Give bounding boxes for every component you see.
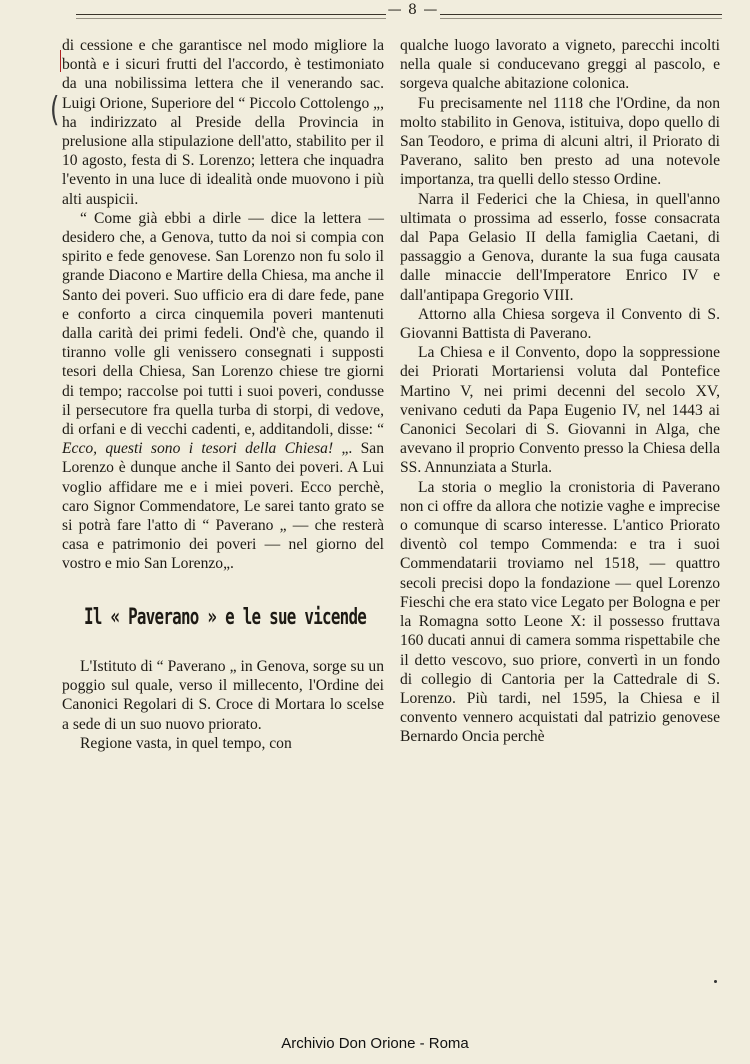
right-paragraph-2: Fu precisamente nel 1118 che l'Ordine, da non molto stabilito in Genova, istituiva, dopo quello di San Teodoro, e prima di alcuni altri, il Priorato di Paverano, salito ben presto ad una notevole importanza, tra quelli dello stesso Ordine.: [400, 94, 720, 189]
header-rule-left-thin: [76, 18, 386, 19]
right-paragraph-6: La storia o meglio la cronistoria di Paverano non ci offre da allora che notizie vaghe e imprecise o comunque di scarso interesse. L'antico Priorato diventò col tempo Commenda: e tra i suoi Commendatarii troviamo nel 1518, — quattro secoli precisi dopo la fondazione — quel Lorenzo Fieschi che era stato vice Legato per Bologna e per la Romagna sotto Leone X: il possesso fruttava 160 ducati annui di camera somma rispettabile che il detto vescovo, suo priore, convertì in un fondo di collegio di Cantoria per la Cattedrale di S. Lorenzo. Più tardi, nel 1595, la Chiesa e il convento vennero acquistati dal patrizio genovese Bernardo Oncia perchè: [400, 478, 720, 746]
archive-footer: Archivio Don Orione - Roma: [281, 1035, 469, 1052]
left-paragraph-4: Regione vasta, in quel tempo, con: [80, 734, 292, 752]
margin-bracket: (: [50, 90, 60, 130]
right-paragraph-4: Attorno alla Chiesa sorgeva il Convento di S. Giovanni Battista di Paverano.: [400, 305, 720, 343]
left-paragraph-1: di cessione e che garantisce nel modo migliore la bontà e i sicuri frutti del l'accordo, è testimoniato da una nobilissima lettera che il venerando sac. Luigi Orione, Superiore del “ Piccolo Cottolengo „, ha indirizzato al Preside della Provincia in prelusione alla stipulazione dell'atto, stabilito per il 10 agosto, festa di S. Lorenzo; lettera che inquadra l'evento in una luce di idealità onde muovono i più alti auspicii.: [62, 37, 384, 208]
section-title: Il « Paverano » e le sue vicende: [84, 604, 367, 630]
header-rule-right: [440, 14, 722, 15]
quote-text-start: “ Come già ebbi a dirle — dice la lettera — desidero che, a Genova, tutto da noi si compia con spirito e fede genovese. San Lorenzo non fu solo il grande Diacono e Martire della Chiesa, ma anche il Santo dei poveri. Suo ufficio era di dare fede, pane e conforto a circa cinquemila poveri mantenuti dalla carità dei primi fedeli. Ond'è che, quando il tiranno volle gli venissero consegnati i supposti tesori della Chiesa, San Lorenzo chiese tre giorni di tempo; raccolse poi tutti i suoi poveri, condusse il persecutore fra quella turba di storpi, di vedove, di orfani e di vecchi cadenti, e, additandoli, disse: “: [62, 209, 384, 439]
ink-dot: [714, 980, 717, 983]
right-paragraph-1: qualche luogo lavorato a vigneto, parecchi incolti nella quale si conducevano greggi al pascolo, e sorgeva qualche abitazione colonica.: [400, 37, 720, 93]
left-column: [62, 36, 384, 753]
right-paragraph-5: La Chiesa e il Convento, dopo la soppressione dei Priorati Mortariensi voluta dal Pontefice Martino V, nei primi decenni del secolo XV, venivano ceduti da Papa Eugenio IV, nel 1443 ai Canonici Secolari di S. Giovanni in Alga, che avevano il proprio Convento presso la Chiesa della SS. Annunziata a Sturla.: [400, 344, 720, 477]
quote-text-end: „. San Lorenzo è dunque anche il Santo dei poveri. A Lui voglio affidare me e i miei poveri. Ecco perchè, caro Signor Commendatore, Le sarei tanto grato se si potrà fare l'atto di “ Paverano „ — che resterà casa e patrimonio dei poveri — nel giorno del vostro e mio San Lorenzo„.: [62, 440, 385, 573]
right-column: [400, 36, 720, 747]
header-rule-left: [76, 14, 386, 15]
right-paragraph-3: Narra il Federici che la Chiesa, in quell'anno ultimata o prossima ad esserlo, fosse consacrata dal Papa Gelasio II della famiglia Caetani, di passaggio a Genova, durante la sua fuga causata dalle minaccie dell'Imperatore Enrico IV e dall'antipapa Gregorio VIII.: [400, 190, 720, 304]
quote-italic: Ecco, questi sono i tesori della Chiesa!: [62, 440, 334, 458]
header-rule-right-thin: [440, 18, 722, 19]
left-paragraph-3: L'Istituto di “ Paverano „ in Genova, sorge su un poggio sul quale, verso il millecento, l'Ordine dei Canonici Regolari di S. Croce di Mortara lo scelse a sede di un suo nuovo priorato.: [62, 657, 384, 733]
left-paragraph-2: [62, 209, 384, 574]
page-number: — 8 —: [387, 2, 439, 18]
